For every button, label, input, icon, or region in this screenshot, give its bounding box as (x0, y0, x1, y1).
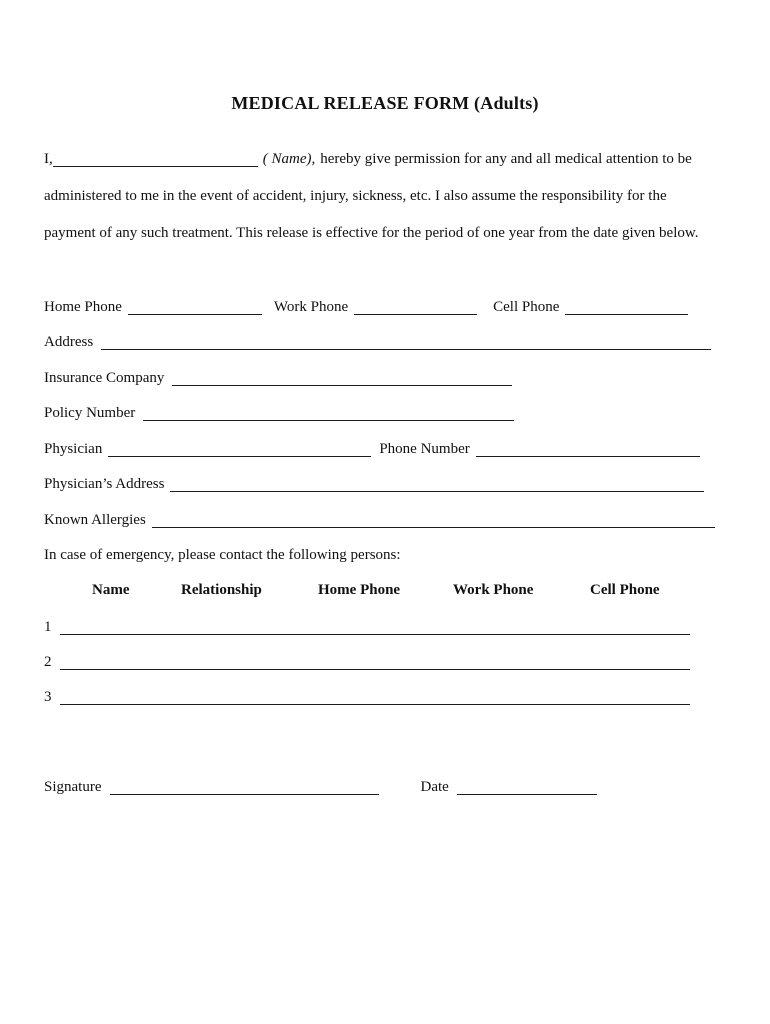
cell-phone-label: Cell Phone (493, 299, 560, 315)
row-number: 2 (44, 654, 52, 670)
policy-number-label: Policy Number (44, 405, 136, 421)
row-number: 3 (44, 689, 52, 705)
col-header-home-phone: Home Phone (318, 582, 401, 598)
col-header-name: Name (92, 582, 130, 598)
intro-line-3: payment of any such treatment. This release is effective for the period of one year from the date given below. (44, 225, 699, 241)
signature-blank[interactable] (110, 779, 379, 795)
known-allergies-label: Known Allergies (44, 512, 146, 528)
emergency-intro: In case of emergency, please contact the following persons: (44, 547, 401, 563)
intro-line-2: administered to me in the event of accident, injury, sickness, etc. I also assume the responsibility for the (44, 188, 667, 204)
physician-phone-label: Phone Number (379, 441, 470, 457)
row-number: 1 (44, 619, 52, 635)
emergency-contact-1-blank[interactable] (60, 619, 690, 635)
address-blank[interactable] (101, 334, 711, 350)
policy-number-blank[interactable] (143, 405, 514, 421)
insurance-company-label: Insurance Company (44, 370, 165, 386)
address-row (44, 334, 724, 351)
phones-row (44, 299, 724, 316)
cell-phone-blank[interactable] (565, 299, 688, 315)
col-header-cell-phone: Cell Phone (590, 582, 660, 598)
known-allergies-blank[interactable] (152, 512, 715, 528)
address-label: Address (44, 334, 94, 350)
home-phone-label: Home Phone (44, 299, 122, 315)
date-blank[interactable] (457, 779, 597, 795)
insurance-company-row (44, 370, 724, 387)
policy-number-row (44, 405, 724, 422)
date-label: Date (420, 779, 449, 795)
physicians-address-blank[interactable] (170, 476, 704, 492)
known-allergies-row (44, 512, 724, 529)
work-phone-label: Work Phone (273, 299, 349, 315)
physician-label: Physician (44, 441, 103, 457)
signature-label: Signature (44, 779, 102, 795)
intro-prefix: I, (44, 151, 53, 167)
col-header-relationship: Relationship (181, 582, 262, 598)
emergency-contact-row-1 (44, 619, 724, 636)
physicians-address-label: Physician’s Address (44, 476, 165, 492)
page-title: MEDICAL RELEASE FORM (Adults) (231, 93, 539, 113)
name-hint: ( Name), (262, 151, 316, 167)
emergency-contact-row-3 (44, 689, 724, 706)
home-phone-blank[interactable] (128, 299, 262, 315)
physicians-address-row (44, 476, 724, 493)
name-blank[interactable] (53, 151, 258, 167)
insurance-company-blank[interactable] (172, 370, 512, 386)
work-phone-blank[interactable] (354, 299, 477, 315)
emergency-header-row (44, 582, 724, 602)
emergency-contact-2-blank[interactable] (60, 654, 690, 670)
physician-row (44, 441, 724, 458)
emergency-contact-3-blank[interactable] (60, 689, 690, 705)
intro-line-1 (44, 151, 724, 168)
signature-row (44, 779, 724, 796)
intro-line1-rest: hereby give permission for any and all medical attention to be (320, 151, 692, 167)
physician-phone-blank[interactable] (476, 441, 700, 457)
col-header-work-phone: Work Phone (453, 582, 534, 598)
emergency-contact-row-2 (44, 654, 724, 671)
physician-blank[interactable] (108, 441, 371, 457)
